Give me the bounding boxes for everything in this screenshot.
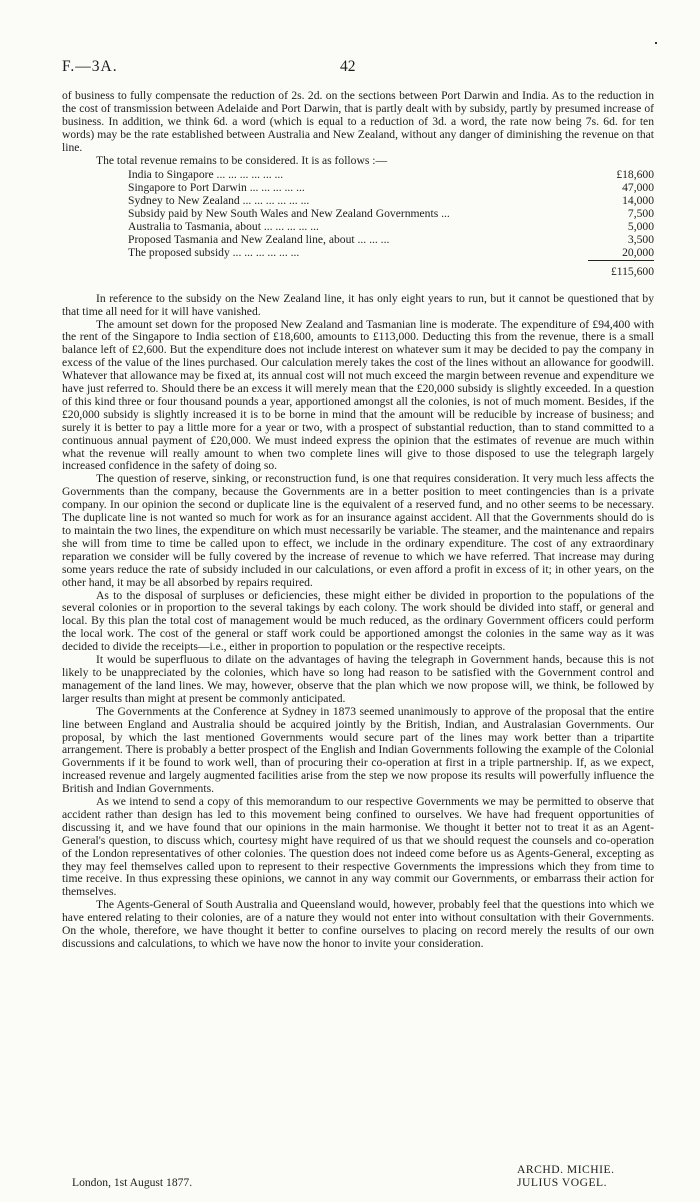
signatory-vogel: JULIUS VOGEL. xyxy=(517,1175,608,1189)
paragraph-reserve-fund: The question of reserve, sinking, or reconstruction fund, is one that requires consideration. It very much less affects the Governments than the company, because the Governments are in a better position to meet contingencies than is a private company. In our opinion the second or duplicate line is the equivalent of a reserved fund, and no other seems to be necessary. The duplicate line is not wanted so much for work as for an insurance against accident. All that the Governments should do is to maintain the two lines, the expenditure on which must necessarily be variable. The steamer, and the maintenance and repairs she will from time to time be called upon to effect, we include in the ordinary expenditure. The cost of any extraordinary reparation we consider will be fully covered by the increase of revenue to which we have referred. That increase may during some years reduce the rate of subsidy included in our calculations, or even afford a profit in excess of it; in other years, on the other hand, it may be all absorbed by repairs required. xyxy=(62,472,654,589)
revenue-item-amount: 20,000 xyxy=(622,245,654,259)
revenue-item-label: Subsidy paid by New South Wales and New Zealand Governments ... xyxy=(128,207,450,221)
revenue-item-amount: 14,000 xyxy=(622,194,654,208)
revenue-row xyxy=(128,234,654,247)
paragraph-continuation: of business to fully compensate the reduction of 2s. 2d. on the sections between Port Darwin and India. As to the reduction in the cost of transmission between Adelaide and Port Darwin, that is partly dealt with by subsidy, partly by presumed increase of business. In addition, we think 6d. a word (which is equal to a reduction of 3d. a word, the rate now being 7s. 6d. for ten words) may be the rate established between Australia and New Zealand, without any danger of diminishing the revenue on that line. xyxy=(62,89,654,154)
paragraph-subsidy: In reference to the subsidy on the New Zealand line, it has only eight years to run, but it cannot be questioned that by that time all need for it will have vanished. xyxy=(62,291,654,318)
revenue-item-label: Australia to Tasmania, about ... ... ... ... ... xyxy=(128,220,319,234)
paragraph-memorandum: As we intend to send a copy of this memorandum to our respective Governments we may be permitted to observe that accident rather than design has led to this movement being confined to ourselves. We have had frequent opportunities of discussing it, and we have found that our opinions in the main harmonise. We thought it better not to treat it as an Agent-General's question, to discuss which, courtesy might have required of us that we should request the counsels and co-operation of the London representatives of other colonies. The question does not indeed come before us as Agents-General, excepting as they may feel themselves called upon to represent to their respective Governments the impressions which they from time to time receive. In thus expressing these opinions, we cannot in any way commit our Governments, or embarrass their action for themselves. xyxy=(62,795,654,899)
document-reference: F.—3A. xyxy=(62,58,118,75)
paragraph-advantages: It would be superfluous to dilate on the advantages of having the telegraph in Government hands, because this is not likely to be unappreciated by the colonies, which have so long had reason to be satisfied with the Government control and management of the land lines. We may, however, observe that the plan which we now propose will, we think, be followed by larger results than might at present be commonly anticipated. xyxy=(62,653,654,705)
paragraph-revenue-intro: The total revenue remains to be considered. It is as follows :— xyxy=(96,153,388,167)
revenue-item-amount: 3,500 xyxy=(627,232,654,246)
page-speck xyxy=(655,42,657,44)
revenue-total-row xyxy=(128,260,654,278)
revenue-item-label: Proposed Tasmania and New Zealand line, about ... ... ... xyxy=(128,232,390,246)
revenue-item-amount: £18,600 xyxy=(616,168,654,182)
signatory-michie: ARCHD. MICHIE. xyxy=(517,1163,615,1176)
revenue-item-label: The proposed subsidy ... ... ... ... ... ... xyxy=(128,246,300,260)
signature-block xyxy=(62,1164,654,1194)
revenue-item-amount: 47,000 xyxy=(622,181,654,195)
revenue-item-label: India to Singapore ... ... ... ... ... ... xyxy=(128,168,284,182)
revenue-total-amount: £115,600 xyxy=(588,260,654,278)
revenue-item-label: Sydney to New Zealand ... ... ... ... ... ... xyxy=(128,194,310,208)
revenue-row xyxy=(128,247,654,260)
paragraph-expenditure: The amount set down for the proposed New Zealand and Tasmanian line is moderate. The expenditure of £94,400 with the rent of the Singapore to India section of £18,600, amounts to £113,000. Deducting this from the revenue, there is a small balance left of £2,600. But the expenditure does not include interest on whatever sum it may be decided to pay the company in excess of the value of the lines purchased. Our calculation merely takes the cost of the lines without an allowance for goodwill. Whatever that allowance may be fixed at, its annual cost will not much exceed the margin between revenue and expenditure we have just referred to. Should there be an excess it will merely mean that the £20,000 subsidy is slightly exceeded. In a question of this kind three or four thousand pounds a year, apportioned amongst all the colonies, is not of much moment. Besides, if the £20,000 subsidy is slightly increased it is to be borne in mind that the amount will be reducible by increase of business; and surely it is better to pay a little more for a year or two, with a prospect of substantial reduction, than to stand committed to a continuous annual payment of £20,000. We must indeed express the opinion that the estimates of revenue are much within what the revenue will really amount to when two complete lines will give to those disposed to use the telegraph largely increased confidence in the safety of doing so. xyxy=(62,317,654,473)
revenue-item-amount: 7,500 xyxy=(627,207,654,221)
revenue-item-label: Singapore to Port Darwin ... ... ... ... ... xyxy=(128,181,305,195)
page-header xyxy=(62,58,652,78)
place-date: London, 1st August 1877. xyxy=(72,1176,193,1189)
revenue-item-amount: 5,000 xyxy=(627,220,654,234)
document-body xyxy=(62,90,654,951)
paragraph-surpluses: As to the disposal of surpluses or deficiencies, these might either be divided in proportion to the populations of the several colonies or in proportion to the several takings by each colony. The work should be divided into staff, or general and local. By this plan the total cost of management would be much reduced, as the ordinary Government officers could perform the local work. The cost of the general or staff work could be apportioned amongst the colonies in the same way as it was decided to divide the receipts—i.e., either in proportion to population or the respective receipts. xyxy=(62,588,654,654)
paragraph-conference: The Governments at the Conference at Sydney in 1873 seemed unanimously to approve of the proposal that the entire line between England and Australia should be acquired jointly by the British, Indian, and Australasian Governments. Our proposal, by which the last mentioned Governments would secure part of the lines may work better than a tripartite arrangement. There is probably a better prospect of the English and Indian Governments following the example of the Colonial Governments if it be found to work well, than of procuring their co-operation at first in a triple partnership. If, as we expect, increased revenue and largely augmented facilities arise from the step we now propose its results will powerfully influence the British and Indian Governments. xyxy=(62,704,654,796)
signatory-names xyxy=(517,1164,615,1190)
revenue-table xyxy=(128,169,654,278)
page-number: 42 xyxy=(340,58,356,75)
paragraph-agents-general: The Agents-General of South Australia and Queensland would, however, probably feel that the questions into which we have entered relating to their colonies, are of a nature they would not enter into without consultation with their Governments. On the whole, therefore, we have thought it better to confine ourselves to placing on record merely the results of our own discussions and calculations, to which we have now the honor to invite your consideration. xyxy=(62,898,654,950)
